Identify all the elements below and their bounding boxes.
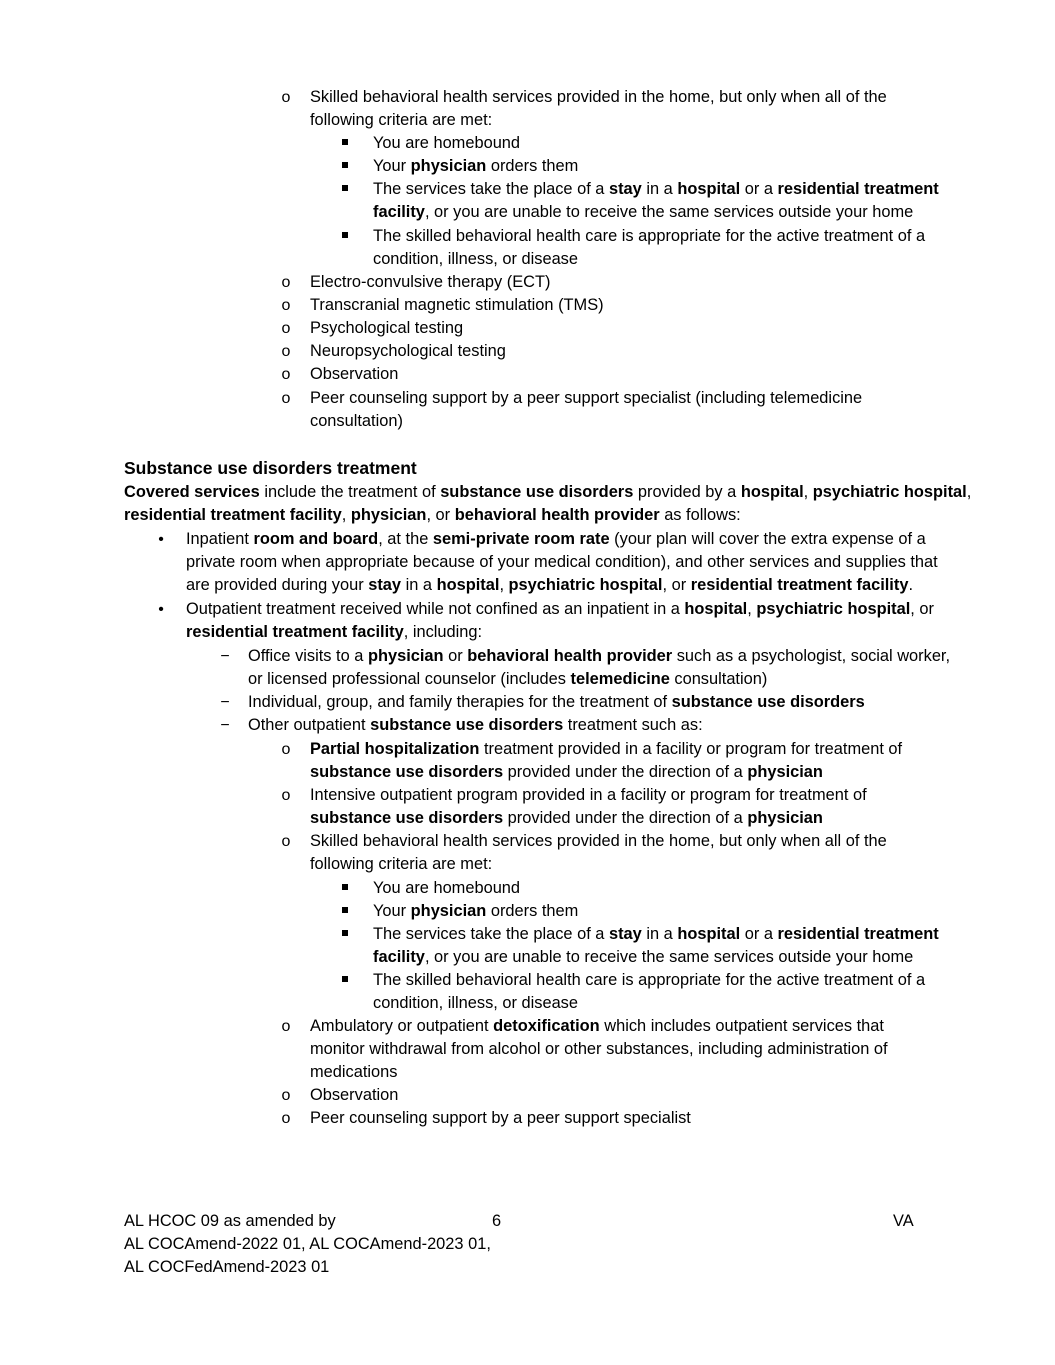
list-item: Observation	[310, 365, 399, 383]
square-bullet	[342, 162, 348, 168]
sub-list-item: Your physician orders them	[373, 157, 579, 175]
list-item: Psychological testing	[310, 319, 464, 337]
list-item-cont: private room when appropriate because of your medical condition), and other services and supplies that	[186, 553, 938, 571]
circle-bullet: o	[281, 89, 291, 106]
sub-list-item: The services take the place of a stay in a hospital or a residential treatment	[373, 925, 939, 943]
square-bullet	[342, 907, 348, 913]
circle-bullet: o	[281, 274, 291, 291]
intro-paragraph: Covered services include the treatment of substance use disorders provided by a hospital, psychiatric hospital,	[124, 483, 972, 501]
circle-bullet: o	[281, 1018, 291, 1035]
list-item: Peer counseling support by a peer support specialist (including telemedicine	[310, 389, 863, 407]
list-item: Office visits to a physician or behavioral health provider such as a psychologist, social worker,	[248, 647, 951, 665]
list-item: Skilled behavioral health services provided in the home, but only when all of the	[310, 832, 887, 850]
circle-bullet: o	[281, 1087, 291, 1104]
list-item-cont: monitor withdrawal from alcohol or other substances, including administration of	[310, 1040, 888, 1058]
list-item: Electro-convulsive therapy (ECT)	[310, 273, 551, 291]
disc-bullet: •	[158, 531, 164, 548]
list-item-cont: following criteria are met:	[310, 855, 493, 873]
square-bullet	[342, 232, 348, 238]
page-number: 6	[492, 1212, 502, 1230]
circle-bullet: o	[281, 787, 291, 804]
list-item: Ambulatory or outpatient detoxification which includes outpatient services that	[310, 1017, 884, 1035]
list-item-cont: substance use disorders provided under the direction of a physician	[310, 809, 823, 827]
dash-bullet: −	[220, 694, 230, 711]
list-item: Partial hospitalization treatment provided in a facility or program for treatment of	[310, 740, 903, 758]
disc-bullet: •	[158, 601, 164, 618]
square-bullet	[342, 185, 348, 191]
square-bullet	[342, 139, 348, 145]
list-item: Neuropsychological testing	[310, 342, 506, 360]
circle-bullet: o	[281, 343, 291, 360]
list-item-cont: following criteria are met:	[310, 111, 493, 129]
list-item: Individual, group, and family therapies for the treatment of substance use disorders	[248, 693, 865, 711]
square-bullet	[342, 976, 348, 982]
list-item: Inpatient room and board, at the semi-private room rate (your plan will cover the extra expense of a	[186, 530, 926, 548]
sub-list-item-cont: condition, illness, or disease	[373, 250, 578, 268]
footer-code: VA	[893, 1212, 914, 1230]
list-item: Peer counseling support by a peer support specialist	[310, 1109, 691, 1127]
sub-list-item-cont: condition, illness, or disease	[373, 994, 578, 1012]
list-item: Intensive outpatient program provided in a facility or program for treatment of	[310, 786, 867, 804]
sub-list-item: Your physician orders them	[373, 902, 579, 920]
circle-bullet: o	[281, 1110, 291, 1127]
circle-bullet: o	[281, 366, 291, 383]
dash-bullet: −	[220, 717, 230, 734]
intro-paragraph-cont: residential treatment facility, physician, or behavioral health provider as follows:	[124, 506, 741, 524]
list-item-cont: substance use disorders provided under the direction of a physician	[310, 763, 823, 781]
sub-list-item-cont: facility, or you are unable to receive the same services outside your home	[373, 203, 914, 221]
square-bullet	[342, 930, 348, 936]
circle-bullet: o	[281, 297, 291, 314]
circle-bullet: o	[281, 320, 291, 337]
section-heading: Substance use disorders treatment	[124, 458, 417, 478]
circle-bullet: o	[281, 741, 291, 758]
dash-bullet: −	[220, 648, 230, 665]
square-bullet	[342, 884, 348, 890]
list-item: Skilled behavioral health services provided in the home, but only when all of the	[310, 88, 887, 106]
sub-list-item: You are homebound	[373, 879, 521, 897]
sub-list-item: The skilled behavioral health care is appropriate for the active treatment of a	[373, 971, 926, 989]
list-item: Transcranial magnetic stimulation (TMS)	[310, 296, 604, 314]
sub-list-item-cont: facility, or you are unable to receive the same services outside your home	[373, 948, 914, 966]
list-item: Observation	[310, 1086, 399, 1104]
sub-list-item: The skilled behavioral health care is appropriate for the active treatment of a	[373, 227, 926, 245]
circle-bullet: o	[281, 833, 291, 850]
sub-list-item: The services take the place of a stay in a hospital or a residential treatment	[373, 180, 939, 198]
list-item: Outpatient treatment received while not confined as an inpatient in a hospital, psychiatric hospital, or	[186, 600, 934, 618]
list-item-cont: are provided during your stay in a hospital, psychiatric hospital, or residential treatment facility.	[186, 576, 914, 594]
footer-doc-id: AL HCOC 09 as amended by	[124, 1212, 336, 1230]
sub-list-item: You are homebound	[373, 134, 521, 152]
list-item-cont: medications	[310, 1063, 398, 1081]
list-item: Other outpatient substance use disorders treatment such as:	[248, 716, 703, 734]
footer-doc-id-cont: AL COCAmend-2022 01, AL COCAmend-2023 01,	[124, 1235, 491, 1253]
list-item-cont: residential treatment facility, including:	[186, 623, 483, 641]
circle-bullet: o	[281, 390, 291, 407]
list-item-cont: consultation)	[310, 412, 403, 430]
list-item-cont: or licensed professional counselor (includes telemedicine consultation)	[248, 670, 768, 688]
footer-doc-id-cont: AL COCFedAmend-2023 01	[124, 1258, 330, 1276]
